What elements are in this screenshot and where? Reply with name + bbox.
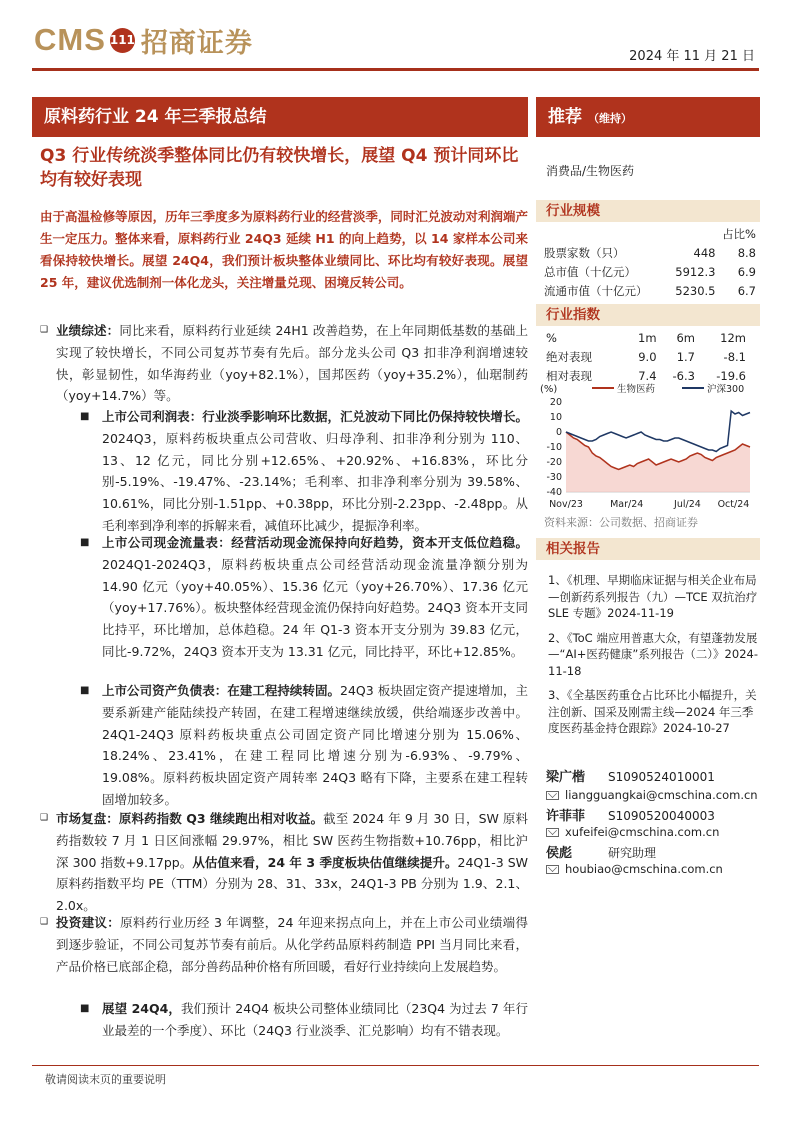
sub-income xyxy=(80,406,528,537)
para-invest-text: 原料药行业历经 3 年调整，24 年迎来拐点向上，并在上市公司业绩端得到逐步验证，不同公司复苏节奏有前后。从化学药品原料药制造 PPI 当月同比来看，产品价格已底部企稳，部分兽药品种价格有所回暖，看好行业持续向上发展趋势。 xyxy=(56,915,528,974)
x-tick-label: Jul/24 xyxy=(674,499,701,510)
para-market-text-b: 24Q1-3 SW 原料药指数平均 PE（TTM）分别为 28、31、33x，24Q1-3 PB 分别为 1.9、2.1、2.0x。 xyxy=(56,854,528,914)
rating-sub: （维持） xyxy=(588,112,632,125)
sub-outlook-text: 我们预计 24Q4 板块公司整体业绩同比（23Q4 为过去 7 年行业最差的一个季度）、环比（24Q3 行业淡季、汇兑影响）均有不错表现。 xyxy=(102,1001,528,1038)
chart-source: 资料来源：公司数据、招商证券 xyxy=(544,516,698,529)
index-header: 12m xyxy=(720,330,746,345)
legend-label: 沪深300 xyxy=(707,384,745,395)
scale-col-header: 占比% xyxy=(722,226,756,241)
chart-unit-label: (%) xyxy=(540,384,558,395)
scale-row-pct: 6.7 xyxy=(737,283,756,298)
table-row xyxy=(544,262,756,281)
y-tick-label: -30 xyxy=(546,472,562,483)
y-tick-label: -20 xyxy=(546,457,562,468)
sub-income-title: 上市公司利润表：行业淡季影响环比数据，汇兑波动下同比仍保持较快增长。 xyxy=(102,409,528,424)
analyst-email[interactable]: xufeifei@cmschina.com.cn xyxy=(565,825,720,839)
mail-icon xyxy=(546,865,559,874)
scale-row-value: 5912.3 xyxy=(675,264,716,279)
industry-scale-table xyxy=(544,224,756,300)
para-market xyxy=(40,808,528,917)
square-bullet-icon: ■ xyxy=(80,1003,90,1014)
analyst-3 xyxy=(546,842,656,861)
bullet-icon: ❑ xyxy=(40,325,49,335)
sub-outlook-title: 展望 24Q4， xyxy=(102,1001,181,1016)
x-tick-label: Oct/24 xyxy=(717,499,750,510)
logo-chinese: 招商证券 xyxy=(140,27,253,59)
sector-label: 消费品/生物医药 xyxy=(546,164,635,178)
para-invest xyxy=(40,912,528,977)
sub-outlook xyxy=(80,998,528,1042)
analyst-id: 研究助理 xyxy=(608,846,657,860)
series-line xyxy=(566,411,750,452)
analyst-3-email-row[interactable] xyxy=(546,862,723,876)
headline: Q3 行业传统淡季整体同比仍有较快增长，展望 Q4 预计同环比均有较好表现 xyxy=(40,146,519,190)
analyst-name: 侯彪 xyxy=(546,846,573,861)
scale-row-value: 448 xyxy=(693,245,716,260)
index-performance-chart xyxy=(536,380,758,512)
index-cell: 9.0 xyxy=(638,349,657,364)
y-tick-label: -10 xyxy=(546,442,562,453)
mail-icon xyxy=(546,791,559,800)
header-divider xyxy=(32,68,759,71)
report-date: 2024 年 11 月 21 日 xyxy=(629,49,755,64)
bullet-icon: ❑ xyxy=(40,813,49,823)
rating-bar xyxy=(536,97,760,137)
x-tick-label: Mar/24 xyxy=(610,499,644,510)
table-header-row xyxy=(546,328,746,347)
industry-index-heading: 行业指数 xyxy=(536,304,760,326)
sub-cashflow xyxy=(80,532,528,663)
para-overview-title: 业绩综述： xyxy=(56,323,120,338)
bullet-icon: ❑ xyxy=(40,917,49,927)
analyst-2 xyxy=(546,805,715,824)
sub-balance-text: 24Q3 板块固定资产提速增加，主要系新建产能陆续投产转固，在建工程增速继续放缓，供给端逐步改善中。24Q1-24Q3 原料药板块重点公司固定资产同比增速分别为 15.06%、18.24%、23.41%，在建工程同比增速分别为-6.93%、-9.79%、19.08%。原料药板块固定资产周转率 24Q3 略有下降，主要系在建工程转固增加较多。 xyxy=(102,683,528,807)
index-cell: -19.6 xyxy=(716,368,746,383)
y-tick-label: 10 xyxy=(549,412,562,423)
analyst-2-email-row[interactable] xyxy=(546,825,719,839)
sub-cashflow-text: 2024Q1-2024Q3，原料药板块重点公司经营活动现金流量净额分别为 14.90 亿元（yoy+40.05%）、15.36 亿元（yoy+26.70%）、17.36 亿元（yoy+17.76%）。板块整体经营现金流仍保持向好趋势。24Q3 资本开支同比持平，环比增加，总体趋稳。24 年 Q1-3 资本开支分别为 39.83 亿元，同比-9.72%，24Q3 资本开支为 13.31 亿元，同比持平，环比+12.85%。 xyxy=(102,556,528,659)
analyst-name: 许菲菲 xyxy=(546,809,586,824)
scale-row-value: 5230.5 xyxy=(675,283,716,298)
logo-latin: CMS xyxy=(34,22,106,57)
analyst-email[interactable]: houbiao@cmschina.com.cn xyxy=(565,862,723,876)
footer-divider xyxy=(32,1065,759,1066)
scale-row-label: 流通市值（十亿元） xyxy=(544,283,648,298)
scale-row-label: 总市值（十亿元） xyxy=(544,264,636,279)
analyst-name: 梁广楷 xyxy=(546,770,586,785)
index-header: % xyxy=(546,330,557,345)
list-item[interactable]: 2、《ToC 端应用普惠大众，有望蓬勃发展—“AI+医药健康”系列报告（二）》2024-11-18 xyxy=(548,630,758,678)
sub-cashflow-title: 上市公司现金流量表：经营活动现金流保持向好趋势，资本开支低位趋稳。 xyxy=(102,535,528,550)
analyst-email[interactable]: liangguangkai@cmschina.com.cn xyxy=(565,788,758,802)
analyst-id: S1090520040003 xyxy=(608,809,715,823)
index-row-label: 绝对表现 xyxy=(546,349,592,364)
section-title: 原料药行业 24 年三季报总结 xyxy=(32,97,528,137)
mail-icon xyxy=(546,828,559,837)
index-cell: 1.7 xyxy=(676,349,695,364)
related-reports-heading: 相关报告 xyxy=(536,538,760,560)
square-bullet-icon: ■ xyxy=(80,537,90,548)
para-overview xyxy=(40,320,528,407)
logo-badge-icon: 111 xyxy=(110,28,135,53)
index-row-label: 相对表现 xyxy=(546,368,592,383)
analyst-id: S1090524010001 xyxy=(608,770,715,784)
sub-income-text: 2024Q3，原料药板块重点公司营收、归母净利、扣非净利分别为 110、13、12 亿元，同比分别+12.65%、+20.92%、+16.83%，环比分别-5.19%、-19.47%、-23.14%；毛利率、扣非净利率分别为 39.58%、10.61%，同比分别-1.51pp、+0.38pp，环比分别-2.23pp、-2.48pp。从毛利率到净利率的拆解来看，减值环比减少，提振净利率。 xyxy=(102,430,528,533)
footer-note: 敬请阅读末页的重要说明 xyxy=(45,1073,166,1086)
index-cell: 7.4 xyxy=(638,368,657,383)
legend-label: 生物医药 xyxy=(617,384,656,395)
company-logo xyxy=(34,22,253,58)
industry-index-table xyxy=(546,328,746,385)
industry-scale-heading: 行业规模 xyxy=(536,200,760,222)
list-item[interactable]: 3、《全基医药重仓占比环比小幅提升，关注创新、国采及刚需主线—2024 年三季度医药基金持仓跟踪》2024-10-27 xyxy=(548,688,757,735)
list-item[interactable]: 1、《机理、早期临床证据与相关企业布局—创新药系列报告（九）—TCE 双抗治疗 SLE 专题》2024-11-19 xyxy=(548,573,758,620)
scale-row-pct: 8.8 xyxy=(737,245,756,260)
scale-row-label: 股票家数（只） xyxy=(544,245,625,260)
related-reports-list xyxy=(548,572,758,745)
para-invest-title: 投资建议： xyxy=(56,915,121,930)
index-cell: -8.1 xyxy=(723,349,746,364)
sub-balance xyxy=(80,680,528,811)
sub-balance-title: 上市公司资产负债表：在建工程持续转固。 xyxy=(102,683,340,698)
x-tick-label: Nov/23 xyxy=(549,499,583,510)
y-tick-label: 0 xyxy=(555,427,562,438)
square-bullet-icon: ■ xyxy=(80,411,90,422)
para-market-bold: 从估值来看，24 年 3 季度板块估值继续提升。 xyxy=(192,854,458,870)
table-row xyxy=(544,243,756,262)
analyst-1-email-row[interactable] xyxy=(546,788,758,802)
y-tick-label: -40 xyxy=(546,487,562,498)
table-row xyxy=(546,347,746,366)
para-market-title: 市场复盘：原料药指数 Q3 继续跑出相对收益。 xyxy=(56,811,324,826)
square-bullet-icon: ■ xyxy=(80,685,90,696)
y-tick-label: 20 xyxy=(549,397,562,408)
para-market-text-a: 截至 2024 年 9 月 30 日，SW 原料药指数较 7 月 1 日区间涨幅 29.97%，相比 SW 医药生物指数+10.76pp，相比沪深 300 指数+9.17pp。 xyxy=(56,811,528,870)
table-row xyxy=(544,281,756,300)
analyst-1 xyxy=(546,766,715,785)
para-overview-text: 同比来看，原料药行业延续 24H1 改善趋势，在上年同期低基数的基础上实现了较快增长，不同公司复苏节奏有先后。部分龙头公司 Q3 扣非净利润增速较快，彰显韧性，如华海药业（yoy+82.1%），国邦医药（yoy+35.2%），仙琚制药（yoy+14.7%）等。 xyxy=(56,323,528,404)
index-header: 1m xyxy=(638,330,657,345)
scale-row-pct: 6.9 xyxy=(737,264,756,279)
index-cell: -6.3 xyxy=(672,368,695,383)
summary: 由于高温检修等原因，历年三季度多为原料药行业的经营淡季，同时汇兑波动对利润端产生一定压力。整体来看，原料药行业 24Q3 延续 H1 的向上趋势，以 14 家样本公司来看保持较快增长。展望 24Q4，我们预计板块整体业绩同比、环比均有较好表现。展望 25 年，建议优选制剂一体化龙头，关注增量兑现、困境反转公司。 xyxy=(40,209,528,290)
rating-label: 推荐 xyxy=(548,107,582,127)
index-header: 6m xyxy=(676,330,695,345)
